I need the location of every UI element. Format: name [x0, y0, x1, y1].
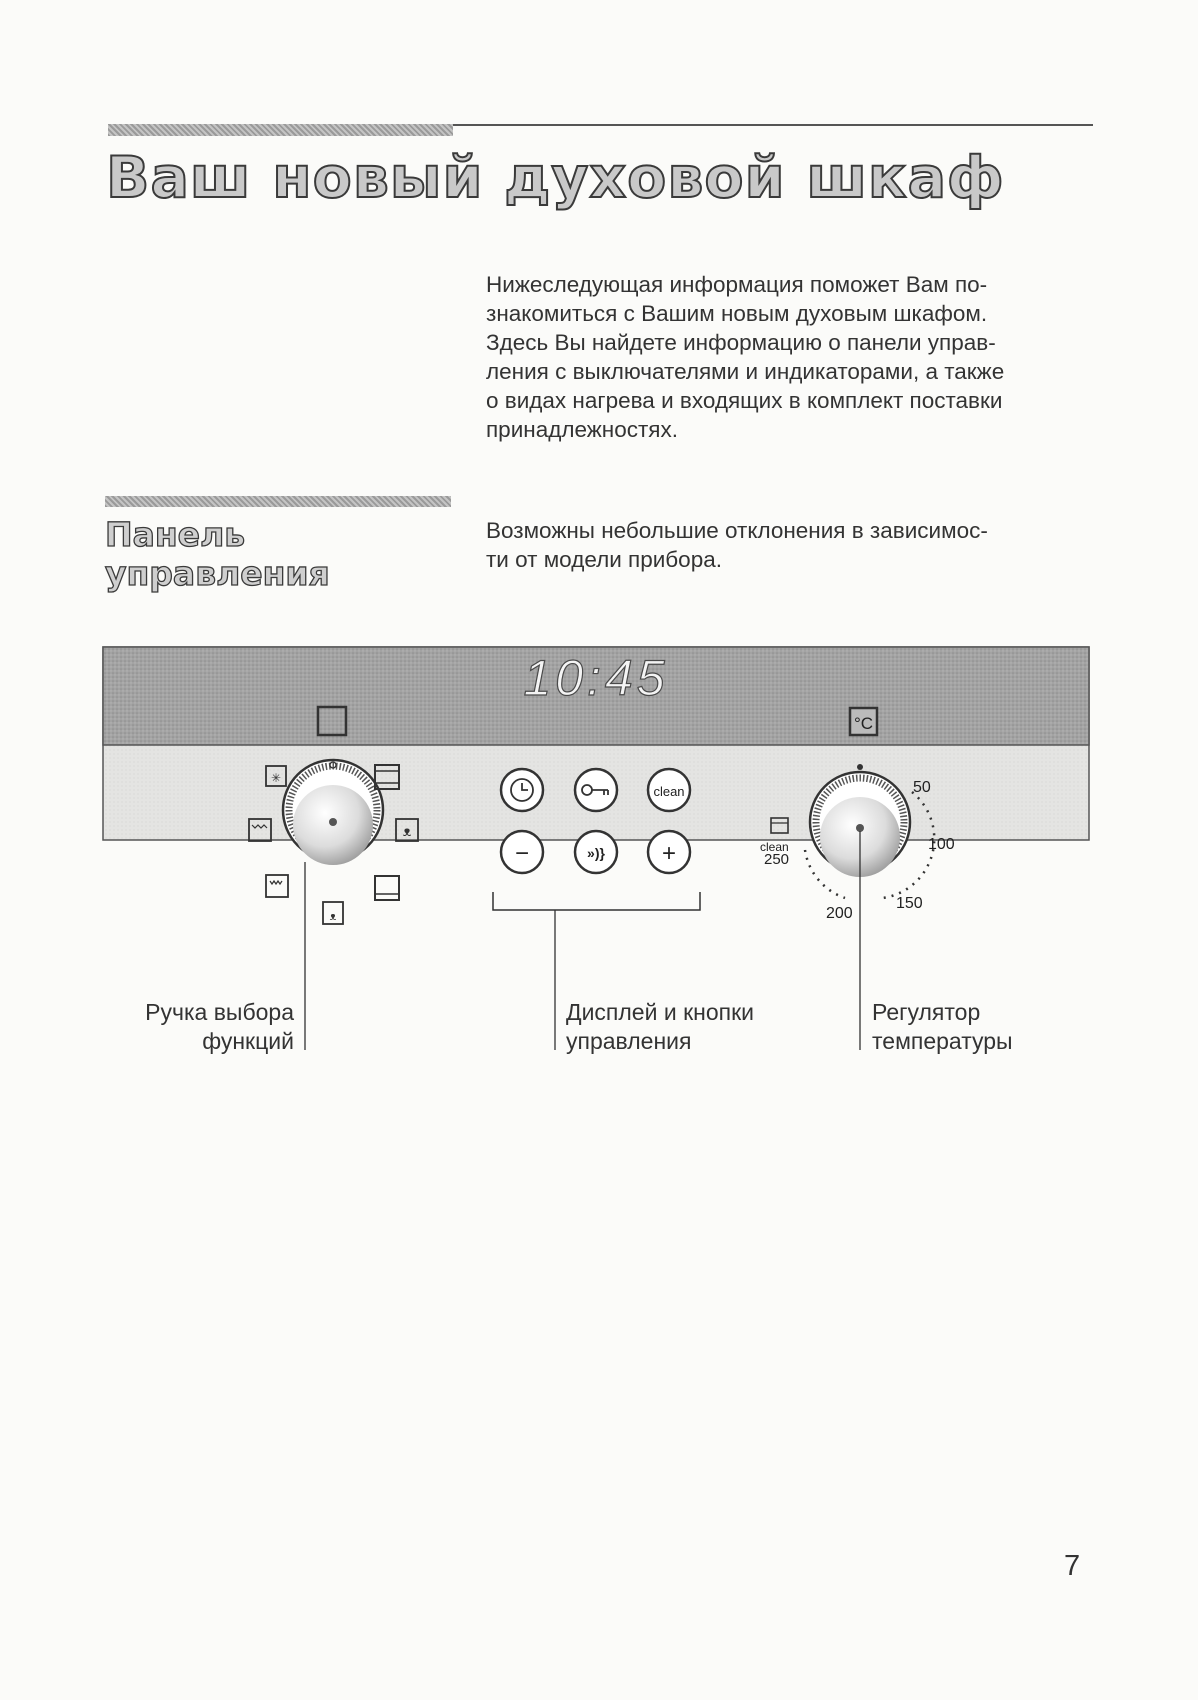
temp-mark-100: 100 [928, 836, 955, 853]
note-line: ти от модели прибора. [486, 547, 722, 572]
child-lock-button[interactable] [575, 769, 617, 811]
clock-button[interactable] [501, 769, 543, 811]
minus-button-label: − [514, 840, 530, 867]
display-time: 10:45 [523, 650, 669, 706]
small-grill-icon [266, 875, 288, 897]
temperature-control-label [872, 998, 1013, 1056]
label-line: температуры [872, 1028, 1013, 1054]
intro-line: ления с выключателями и индикаторами, а также [486, 359, 1005, 384]
page-number: 7 [1064, 1550, 1081, 1582]
page-title: Ваш новый духовой шкаф [106, 145, 1005, 211]
hot-air-grill-icon [323, 902, 343, 924]
section-title-line: Панель [105, 515, 246, 554]
buttons-bracket [493, 892, 700, 910]
celsius-symbol: °C [853, 714, 874, 733]
temp-mark-200: 200 [826, 905, 853, 922]
clean-button-label: clean [653, 784, 685, 799]
function-selector-label [90, 998, 294, 1056]
function-selector-knob[interactable] [283, 760, 383, 865]
label-line: Дисплей и кнопки [566, 999, 754, 1025]
label-line: функций [202, 1028, 294, 1054]
rapid-heat-button[interactable] [575, 831, 617, 873]
section-title [105, 515, 330, 593]
note-line: Возможны небольшие отклонения в зависимос- [486, 518, 988, 543]
label-line: Регулятор [872, 999, 981, 1025]
svg-text:ᴥ: ᴥ [329, 911, 337, 923]
label-line: управления [566, 1028, 692, 1054]
model-variation-note [486, 516, 1086, 574]
plus-button[interactable] [648, 831, 690, 873]
svg-text:ᴥ: ᴥ [402, 823, 412, 839]
svg-text:✳: ✳ [270, 771, 282, 785]
section-title-line: управления [105, 554, 330, 593]
display-controls-label [566, 998, 754, 1056]
minus-button[interactable] [501, 831, 543, 873]
intro-paragraph [486, 270, 1086, 444]
intro-line: принадлежностях. [486, 417, 678, 442]
rapid-heat-button-label: »)} [587, 845, 605, 861]
temp-mark-50: 50 [913, 779, 931, 796]
temp-clean-mark: clean [760, 840, 789, 854]
control-panel-diagram [0, 600, 1198, 1700]
temperature-indicator-dot [857, 764, 863, 770]
title-rule-thick [108, 124, 453, 136]
title-rule-thin [453, 124, 1093, 126]
intro-line: о видах нагрева и входящих в комплект поставки [486, 388, 1003, 413]
intro-line: Здесь Вы найдете информацию о панели управ- [486, 330, 996, 355]
intro-line: Нижеследующая информация поможет Вам по- [486, 272, 988, 297]
plus-button-label: + [661, 840, 677, 867]
temp-mark-150: 150 [896, 895, 923, 912]
label-line: Ручка выбора [145, 999, 294, 1025]
clean-button[interactable] [648, 769, 690, 811]
intro-line: знакомиться с Вашим новым духовым шкафом. [486, 301, 988, 326]
bottom-heat-icon [375, 876, 399, 900]
section-rule [105, 496, 451, 507]
temp-mark-250: 250 [764, 851, 790, 868]
